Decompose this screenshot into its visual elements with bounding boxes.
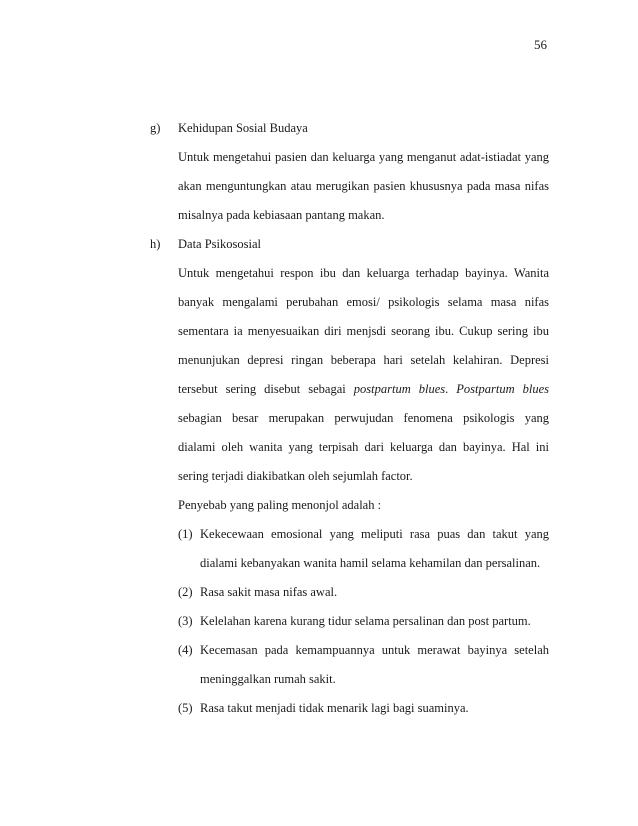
cause-3-number: (3) — [178, 614, 193, 628]
cause-2-number: (2) — [178, 585, 193, 599]
causes-intro: Penyebab yang paling menonjol adalah : — [178, 498, 382, 512]
section-h-line-5 — [178, 381, 549, 397]
section-h-line-8: sering terjadi diakibatkan oleh sejumlah factor. — [178, 469, 413, 483]
cause-1-line-2: dialami kebanyakan wanita hamil selama kehamilan dan persalinan. — [200, 556, 541, 570]
cause-4-line-1: Kecemasan pada kemampuannya untuk merawat bayinya setelah — [200, 643, 549, 657]
section-g-marker: g) — [150, 121, 161, 135]
section-h-marker: h) — [150, 237, 161, 251]
section-h-heading: Data Psikososial — [178, 237, 261, 251]
section-h-line-3: sementara ia menyesuaikan diri menjsdi seorang ibu. Cukup sering ibu — [178, 324, 549, 338]
cause-4-line-2: meninggalkan rumah sakit. — [200, 672, 336, 686]
section-h-line-6: sebagian besar merupakan perwujudan fenomena psikologis yang — [178, 411, 549, 425]
section-g-heading: Kehidupan Sosial Budaya — [178, 121, 308, 135]
section-h-line-2: banyak mengalami perubahan emosi/ psikologis selama masa nifas — [178, 295, 549, 309]
term-postpartum-blues-2: Postpartum blues — [456, 382, 549, 396]
line5-period: . — [445, 382, 449, 396]
line5-text-pre: tersebut sering disebut sebagai — [178, 382, 346, 396]
cause-4-number: (4) — [178, 643, 193, 657]
cause-2-line-1: Rasa sakit masa nifas awal. — [200, 585, 338, 599]
section-h-line-7: dialami oleh wanita yang terpisah dari keluarga dan bayinya. Hal ini — [178, 440, 549, 454]
page-number: 56 — [534, 37, 547, 52]
cause-1-number: (1) — [178, 527, 193, 541]
section-h-line-1: Untuk mengetahui respon ibu dan keluarga terhadap bayinya. Wanita — [178, 266, 549, 280]
term-postpartum-blues: postpartum blues — [353, 382, 446, 396]
section-g-line-1: Untuk mengetahui pasien dan keluarga yang menganut adat-istiadat yang — [178, 150, 549, 164]
section-g-line-2: akan menguntungkan atau merugikan pasien khususnya pada masa nifas — [178, 179, 549, 193]
cause-3-line-1: Kelelahan karena kurang tidur selama persalinan dan post partum. — [200, 614, 531, 628]
section-h-line-4: menunjukan depresi ringan beberapa hari setelah kelahiran. Depresi — [178, 353, 549, 367]
cause-5-line-1: Rasa takut menjadi tidak menarik lagi bagi suaminya. — [200, 701, 469, 715]
cause-1-line-1: Kekecewaan emosional yang meliputi rasa puas dan takut yang — [200, 527, 549, 541]
section-g-line-3: misalnya pada kebiasaan pantang makan. — [178, 208, 385, 222]
cause-5-number: (5) — [178, 701, 193, 715]
